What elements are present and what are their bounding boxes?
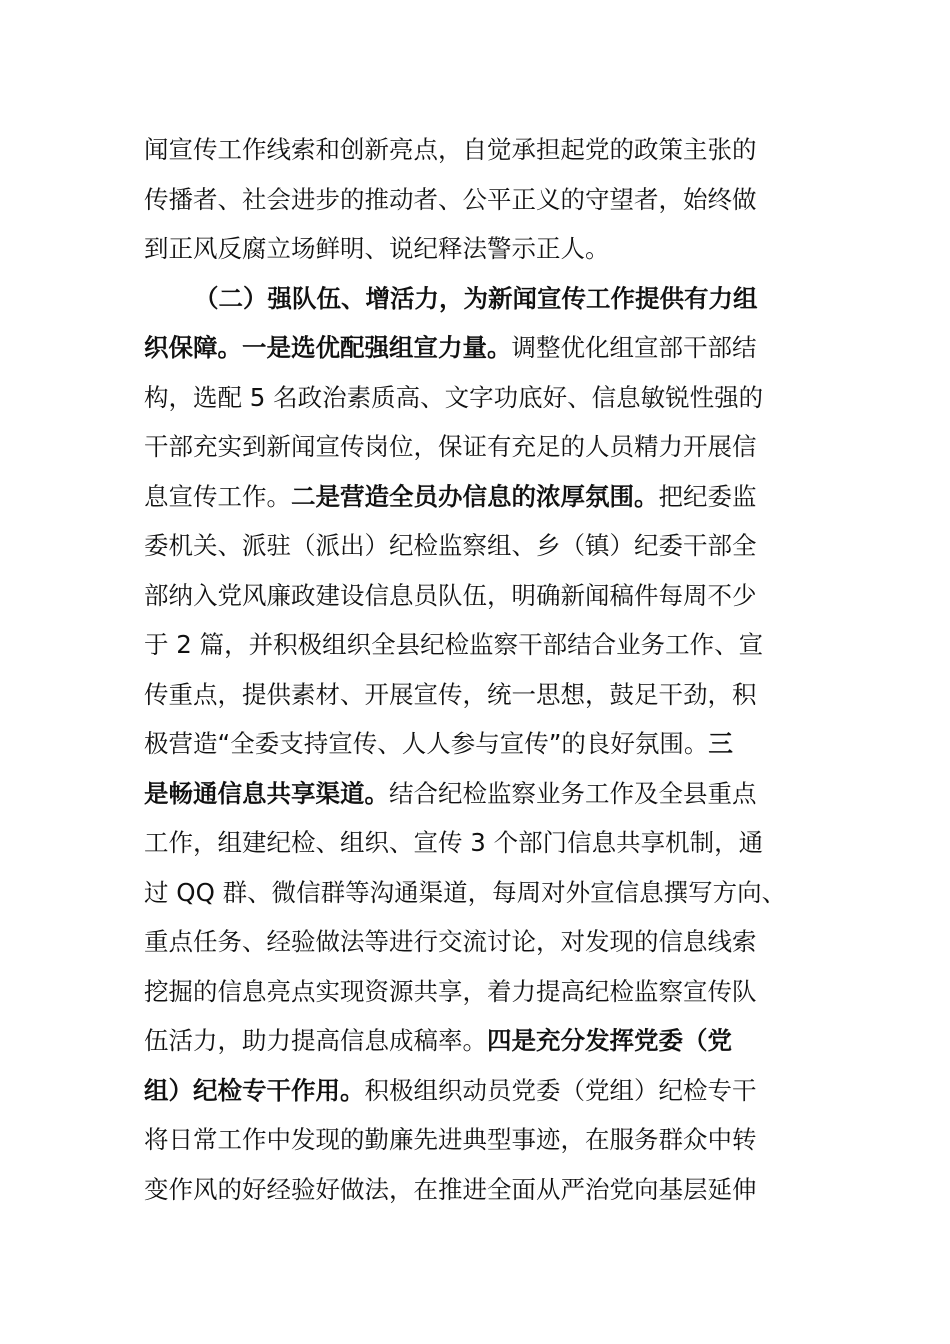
text-line [144, 328, 757, 368]
text-run: 调整优化组宣部干部结 [511, 333, 757, 362]
text-line [144, 1071, 757, 1111]
text-line [144, 1120, 757, 1160]
text-line [144, 477, 757, 517]
text-run: 变作风的好经验好做法，在推进全面从严治党向基层延伸 [144, 1175, 757, 1204]
text-line [144, 378, 763, 418]
text-run: 到正风反腐立场鲜明、说纪释法警示正人。 [144, 234, 610, 263]
bold-run: 三 [708, 729, 733, 758]
text-run: 伍活力，助力提高信息成稿率。 [144, 1026, 487, 1055]
text-run: 传播者、社会进步的推动者、公平正义的守望者，始终做 [144, 185, 757, 214]
text-run: 干部充实到新闻宣传岗位，保证有充足的人员精力开展信 [144, 432, 757, 461]
text-line [144, 130, 757, 170]
text-run: 部纳入党风廉政建设信息员队伍，明确新闻稿件每周不少 [144, 581, 757, 610]
text-line [144, 922, 757, 962]
bold-run: 四是充分发挥党委（党 [487, 1026, 732, 1055]
text-run: 工作，组建纪检、组织、宣传 3 个部门信息共享机制，通 [144, 828, 764, 857]
bold-run: 组）纪检专干作用。 [144, 1076, 365, 1105]
text-line [144, 625, 763, 665]
text-line [144, 1170, 757, 1210]
text-line [144, 229, 610, 269]
bold-run: 织保障。一是选优配强组宣力量。 [144, 333, 512, 362]
text-run: 结合纪检监察业务工作及全县重点 [389, 779, 757, 808]
text-run: 将日常工作中发现的勤廉先进典型事迹，在服务群众中转 [144, 1125, 757, 1154]
text-line [144, 427, 757, 467]
text-run: 重点任务、经验做法等进行交流讨论，对发现的信息线索 [144, 927, 757, 956]
section-heading-line [194, 279, 758, 319]
text-line [144, 526, 757, 566]
bold-run: 二是营造全员办信息的浓厚氛围。 [291, 482, 659, 511]
text-run: 构，选配 5 名政治素质高、文字功底好、信息敏锐性强的 [144, 383, 764, 412]
text-line [144, 724, 733, 764]
text-line [144, 972, 757, 1012]
text-line [144, 1021, 732, 1061]
text-line [144, 180, 757, 220]
section-heading: （二）强队伍、增活力，为新闻宣传工作提供有力组 [194, 284, 758, 313]
text-run: 闻宣传工作线索和创新亮点，自觉承担起党的政策主张的 [144, 135, 757, 164]
text-run: 过 QQ 群、微信群等沟通渠道，每周对外宣信息撰写方向、 [144, 878, 787, 907]
text-run: 息宣传工作。 [144, 482, 291, 511]
text-run: 极营造“全委支持宣传、人人参与宣传”的良好氛围。 [144, 729, 709, 758]
text-run: 挖掘的信息亮点实现资源共享，着力提高纪检监察宣传队 [144, 977, 757, 1006]
bold-run: 是畅通信息共享渠道。 [144, 779, 389, 808]
text-line [144, 774, 757, 814]
text-line [144, 675, 757, 715]
text-run: 传重点，提供素材、开展宣传，统一思想，鼓足干劲，积 [144, 680, 757, 709]
text-line [144, 823, 763, 863]
text-run: 委机关、派驻（派出）纪检监察组、乡（镇）纪委干部全 [144, 531, 757, 560]
text-line [144, 873, 786, 913]
text-run: 于 2 篇，并积极组织全县纪检监察干部结合业务工作、宣 [144, 630, 764, 659]
text-run: 把纪委监 [658, 482, 757, 511]
text-run: 积极组织动员党委（党组）纪检专干 [364, 1076, 757, 1105]
text-line [144, 576, 757, 616]
